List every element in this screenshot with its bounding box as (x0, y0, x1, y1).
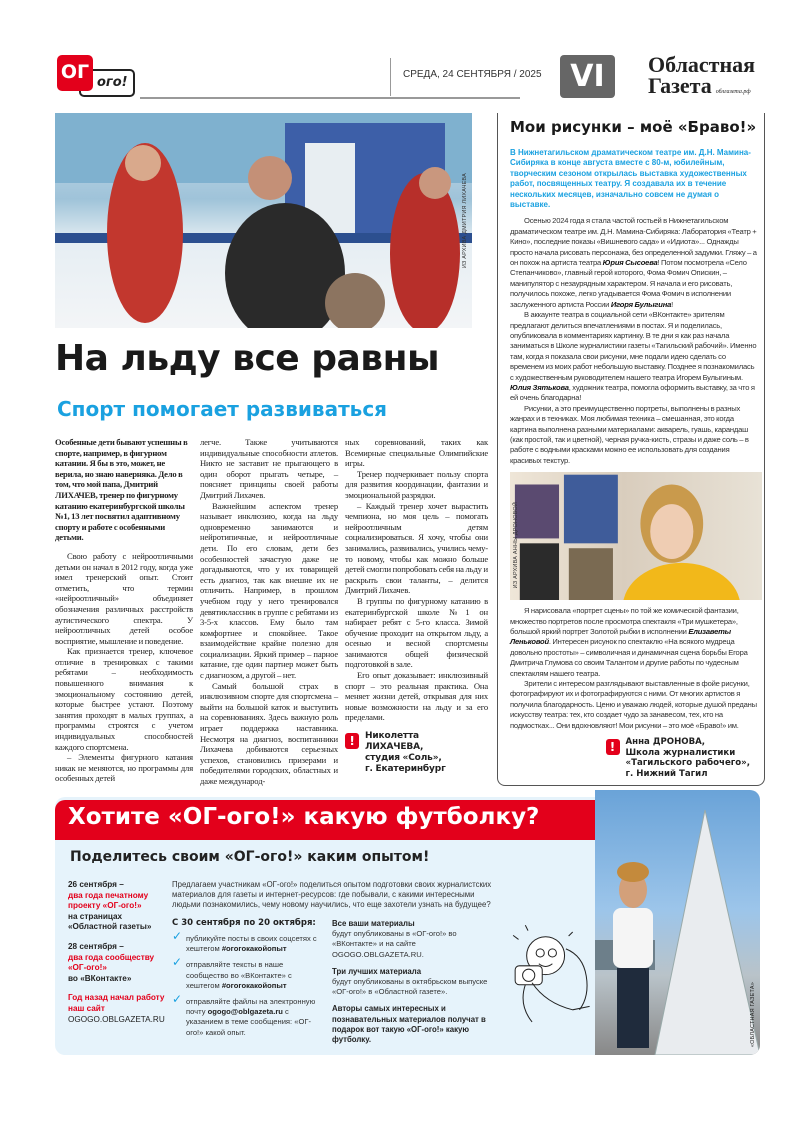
logo-top: ОГ (57, 55, 93, 91)
girl-in-tshirt-photo (595, 790, 760, 1055)
author-signature-block (606, 737, 750, 779)
og-ogo-logo (57, 55, 137, 101)
photo-credit: «ОБЛАСТНАЯ ГАЗЕТА» (750, 981, 756, 1047)
sidebar-article-body (510, 216, 758, 466)
promo-result: Три лучших материала будут опубликованы в октябрьском выпуске «ОГ-ого!» в «Областной газете». (332, 966, 488, 997)
signature-line: г. Нижний Тагил (625, 768, 708, 779)
author-signature (365, 731, 446, 775)
photo-credit: ИЗ АРХИВА АННЫ ДРОНОВОЙ (513, 502, 519, 589)
sidebar-article-body-2 (510, 606, 758, 731)
girl-illustration (595, 790, 760, 1055)
signature-line: студия «Соль», (365, 753, 442, 764)
author-signature-block (345, 731, 488, 775)
ice-rink-illustration (55, 113, 472, 328)
article-subhead: Спорт помогает развиваться (57, 397, 388, 421)
promo-result: Авторы самых интересных и познавательных материалов получат в подарок вот такую «ОГ-ого!» какую футболку. (332, 1004, 486, 1045)
masthead-site: облгазета.рф (715, 89, 751, 95)
logo-bottom: ого! (79, 69, 135, 97)
paragraph: В аккаунте театра в социальной сети «ВКонтакте» зрителям предлагают делиться впечатлениями в постах. Я и поделилась, опубликовала в комментариях картинку. В те дни я как раз начала заниматься в Школе журналистики газеты «Тагильский рабочий». Именно там, когда я показала свои рисунки, мне подали идею сделать со временем из моих работ небольшую выставку. Позднее я познакомилась с художественным руководителем нашего театра Игорем Булыгиным. Юлия Зятькова, художник театра, помогла оформить выставку, за что я ей очень благодарна! (510, 310, 757, 403)
ice-rink-photo (55, 113, 472, 328)
masthead-line-1: Областная (648, 52, 756, 77)
article-lead: Особенные дети бывают успешны в спорте, например, в фигурном катании. Я бы в это, может, не верила, но знаю наверняка. Дело в том, что мой папа, Дмитрий ЛИХАЧЕВ, тренер по фигурному катанию екатеринбургской школы №1, 13 лет посвятил адаптивному спорту и работе с особенными детьми. (55, 437, 188, 543)
photo-credit: ИЗ АРХИВА ДМИТРИЯ ЛИХАЧЕВА (462, 173, 468, 269)
paragraph: Его опыт доказывает: инклюзивный спорт – это реальная практика. Она меняет жизни детей, открывая для них новые возможности на льду и за его пределами. (345, 670, 488, 723)
promo-subtitle: Поделитесь своим «ОГ-ого!» каким опытом! (70, 849, 430, 865)
paragraph: Свою работу с нейроотличными детьми он начал в 2012 году, когда уже имел тренерский опыт. Стоит отметить, что термин «нейроотличный» объединяет обозначения различных расстройств аутистического спектра. У нейроотличных детей особое восприятие, мышление и поведение. (55, 550, 193, 646)
sidebar-article-frame (497, 113, 765, 786)
checkmark-icon: ✓ (172, 929, 183, 943)
promo-step: ✓ отправляйте файлы на электронную почту ogogo@oblgazeta.ru с указанием в теме сообщения: «ОГ-ого!» какой опыт. (172, 992, 316, 1037)
paragraph: В группы по фигурному катанию в екатеринбургской школе №1 он набирает ребят с 5-го класса. Зимой обучение проходит на открытом льду, а осенью и весной спортсмены занимаются общей физической подготовкой в зале. (345, 595, 488, 670)
page-number: VI (560, 55, 615, 98)
header-divider (390, 58, 391, 96)
paragraph: Рисунки, а это преимущественно портреты, выполнены в разных жанрах и в техниках. Моя любимая техника – смешанная, это когда картина выполнена разными материалами: акварель, гуашь, карандаш (как простой, так и цветной), черная ручка-кисть, стразы и даже соль – в работе с водными красками можно ее использовать для создания красивых текстур. (510, 403, 749, 465)
issue-date: СРЕДА, 24 СЕНТЯБРЯ / 2025 (403, 69, 542, 80)
site-link[interactable]: OGOGO.OBLGAZETA.RU (68, 1014, 165, 1024)
artist-with-drawings-photo (510, 472, 762, 600)
paragraph: ных соревнований, таких как Всемирные специальные Олимпийские игры. (345, 437, 488, 469)
promo-step: ✓ отправляйте тексты в наше сообщество во «ВКонтакте» с хештегом #огогокакойопыт (172, 955, 292, 990)
promo-intro: Предлагаем участникам «ОГ-ого!» поделиться опытом подготовки своих журналистских материалов для газеты и интернет-ресурсов: где побывали, с какими интересными людьми познакомились, чему новому научились, что еще захотели узнать на будущее? (172, 880, 492, 910)
promo-period: С 30 сентября по 20 октября: (172, 918, 316, 928)
exclamation-icon: ! (345, 733, 359, 749)
promo-step: ✓ публикуйте посты в своих соцсетях с хештегом #огогокакойопыт (172, 929, 317, 954)
promo-results (332, 919, 500, 1045)
paragraph: Я нарисовала «портрет сцены» по той же комической фантазии, множество портретов после просмотра спектакля «Три мушкетера», большой яркий портрет Золотой рыбки в исполнении Елизаветы Леньковой. Интересен рисунок по спектаклю «На всякого мудреца довольно простоты» – символичная и динамичная сцена борьбы Егора Дмитрича Глумова со своим Талантом и другие работы по чудесным спектаклям нашего театра. (510, 606, 748, 678)
paragraph: Самый большой страх в инклюзивном спорте для спортсмена – выйти на большой каток и выступить на соревнованиях. Здесь важную роль играет поддержка наставника. Несмотря на диагноз, воспитанники Лихачева добиваются серьезных успехов, становились призерами и победителями городских, областных и даже международ- (200, 680, 338, 786)
newspaper-masthead (648, 54, 755, 96)
paragraph: легче. Также учитываются индивидуальные способности атлетов. Никто не заставит не прыгающего в один оборот прыгать четыре, – поясняет принципы своей работы Дмитрий Лихачев. (200, 437, 338, 500)
masthead-line-2: Газета (648, 73, 712, 98)
sidebar-article-lead: В Нижнетагильском драматическом театре им. Д.Н. Мамина-Сибиряка в конце августа вместе с 80-м, юбилейным, творческим сезоном открылась выставка художественных работ, посвященных театру. Я создавала их в течение нескольких месяцев, изначально совсем не думая о выставке. (510, 148, 751, 210)
article-column-3 (345, 437, 488, 793)
signature-line: ЛИХАЧЕВА, (365, 742, 424, 753)
paragraph: Осенью 2024 года я стала частой гостьей в Нижнетагильском драматическом театре им. Д.Н. Мамина-Сибиряка: Лаборатория «Театр + Кино», последние показы «Вишневого сада» и «Идиота»... Однажды просто начала рисовать персонажа, без определенной задумки. Гляжу – а он похож на артиста театра Юрия Сысоева! Потом посмотрела «Село Степанчиково», главный герой которого, Фома Фомич Опискин, – манипулятор с незаурядным характером. Я начала и его рисовать, получилось похоже, легко угадывается Фома Фомич в исполнении заслуженного артиста России Игоря Булыгина! (510, 216, 757, 309)
article-headline: На льду все равны (55, 338, 440, 379)
signature-line: г. Екатеринбург (365, 764, 446, 775)
paragraph: Зрители с интересом разглядывают выставленные в фойе рисунки, фотографируют их и фотографируются с ними. От многих артистов я получила благодарность. Ценю и уважаю людей, которые душой преданы искусству театра: тех, кто создает чудо за занавесом, тех, кто на подмостках... Они вдохновляют! Мои рисунки – это моё «Браво!» им. (510, 678, 757, 730)
paragraph: – Каждый тренер хочет вырастить чемпиона, но моя цель – помогать нейроотличным детям социализироваться. Я хочу, чтобы они занимались, развивались, учились чему-то новому, чтобы как можно больше детей смогли попробовать себя на льду и раскрыть свои таланты, – делится Дмитрий Лихачев. (345, 500, 488, 596)
promo-title: Хотите «ОГ-ого!» какую футболку? (68, 804, 540, 830)
signature-line: Николетта (365, 731, 419, 742)
article-column-1 (55, 437, 193, 793)
paragraph: Как признается тренер, ключевое отличие в тренировках с такими ребятами – необходимость повышенного внимания к эмоциональному состоянию детей, которые быстрее устают. Поэтому занятия проходят в малых группах, а программы строятся с учетом индивидуальных способностей каждого спортсмена. (55, 646, 193, 752)
header-rule (140, 97, 520, 99)
promo-dates (68, 880, 168, 1025)
checkmark-icon: ✓ (172, 992, 183, 1007)
email-link[interactable]: ogogo@oblgazeta.ru (207, 1007, 283, 1017)
exclamation-icon: ! (606, 739, 620, 755)
checkmark-icon: ✓ (172, 955, 183, 970)
promo-result: Все ваши материалы будут опубликованы в «ОГ-ого!» во «ВКонтакте» и на сайте OGOGO.OBLGAZETA.RU. (332, 919, 457, 959)
sidebar-article-title: Мои рисунки – моё «Браво!» (510, 118, 757, 136)
paragraph: – Элементы фигурного катания никак не меняются, но программы для особенных детей (55, 752, 193, 784)
signature-line: «Тагильского рабочего», (625, 758, 750, 768)
signature-line: Школа журналистики (625, 747, 736, 758)
promo-date-item: 26 сентября – два года печатному проекту «ОГ-ого!» на страницах «Областной газеты» (68, 880, 152, 932)
artist-illustration (510, 472, 762, 600)
promo-steps (172, 929, 326, 1038)
promo-date-item: Год назад начал работу наш сайт OGOGO.OBLGAZETA.RU (68, 993, 168, 1025)
article-column-2 (200, 437, 338, 793)
signature-line: Анна ДРОНОВА, (625, 737, 706, 747)
paragraph: Тренер подчеркивает пользу спорта для развития координации, фантазии и эмоциональной разрядки. (345, 468, 488, 500)
paragraph: Важнейшим аспектом тренер называет инклюзию, когда на льду одновременно занимаются и нейротипичные, и нейроотличные дети. По его словам, дети без особенностей зачастую даже не догадываются, что у их товарищей есть диагноз, так как внешне их не отличить. Например, в прошлом учебном году у него тренировался девятиклассник в группе с ребятами из 3-5-х классов. Ему было там комфортнее и спокойнее. Такое взаимодействие крайне полезно для социализации. Яркий пример – парное катание, где один партнер может быть с диагнозом, а другой – нет. (200, 500, 338, 681)
promo-date-item: 28 сентября – два года сообществу «ОГ-ого!» во «ВКонтакте» (68, 941, 155, 983)
kids-sketch-illustration (505, 880, 593, 1055)
author-signature (626, 737, 750, 779)
